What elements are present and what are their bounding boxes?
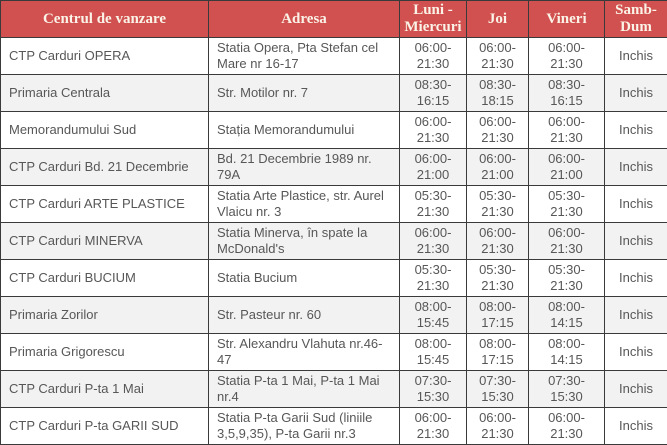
cell-thu: 07:30-15:30 xyxy=(467,371,529,408)
cell-sat_sun: Inchis xyxy=(605,38,667,75)
cell-address: Stația Memorandumului xyxy=(209,112,400,149)
cell-mon_wed: 06:00-21:00 xyxy=(400,149,467,186)
cell-fri: 06:00-21:30 xyxy=(529,38,605,75)
table-row xyxy=(1,223,667,260)
cell-sat_sun: Inchis xyxy=(605,112,667,149)
cell-address: Str. Pasteur nr. 60 xyxy=(209,297,400,334)
cell-center: CTP Carduri ARTE PLASTICE xyxy=(1,186,209,223)
cell-fri: 05:30-21:30 xyxy=(529,260,605,297)
cell-center: Primaria Grigorescu xyxy=(1,334,209,371)
cell-thu: 06:00-21:30 xyxy=(467,112,529,149)
cell-thu: 06:00-21:30 xyxy=(467,38,529,75)
cell-mon_wed: 08:30-16:15 xyxy=(400,75,467,112)
cell-fri: 06:00-21:30 xyxy=(529,408,605,445)
cell-center: CTP Carduri P-ta GARII SUD xyxy=(1,408,209,445)
cell-mon_wed: 06:00-21:30 xyxy=(400,112,467,149)
cell-fri: 06:00-21:00 xyxy=(529,149,605,186)
cell-sat_sun: Inchis xyxy=(605,371,667,408)
table-row xyxy=(1,371,667,408)
column-header-fri: Vineri xyxy=(529,1,605,38)
cell-mon_wed: 08:00-15:45 xyxy=(400,297,467,334)
table-row xyxy=(1,112,667,149)
cell-sat_sun: Inchis xyxy=(605,149,667,186)
cell-mon_wed: 06:00-21:30 xyxy=(400,38,467,75)
cell-sat_sun: Inchis xyxy=(605,297,667,334)
cell-fri: 08:00-14:15 xyxy=(529,297,605,334)
table-row xyxy=(1,260,667,297)
table-row xyxy=(1,75,667,112)
cell-center: Primaria Centrala xyxy=(1,75,209,112)
cell-fri: 06:00-21:30 xyxy=(529,112,605,149)
table-row xyxy=(1,149,667,186)
cell-thu: 08:00-17:15 xyxy=(467,334,529,371)
cell-center: CTP Carduri BUCIUM xyxy=(1,260,209,297)
table-row xyxy=(1,297,667,334)
cell-address: Str. Motilor nr. 7 xyxy=(209,75,400,112)
cell-sat_sun: Inchis xyxy=(605,334,667,371)
cell-thu: 06:00-21:30 xyxy=(467,223,529,260)
table-body xyxy=(1,38,667,445)
table-row xyxy=(1,38,667,75)
column-header-thu: Joi xyxy=(467,1,529,38)
cell-center: Memorandumului Sud xyxy=(1,112,209,149)
cell-fri: 08:30-16:15 xyxy=(529,75,605,112)
header-row xyxy=(1,1,667,38)
cell-center: Primaria Zorilor xyxy=(1,297,209,334)
cell-center: CTP Carduri MINERVA xyxy=(1,223,209,260)
table-row xyxy=(1,334,667,371)
cell-mon_wed: 06:00-21:30 xyxy=(400,223,467,260)
cell-address: Statia P-ta Garii Sud (liniile 3,5,9,35), P-ta Garii nr.3 xyxy=(209,408,400,445)
column-header-sat_sun: Samb-Dum xyxy=(605,1,667,38)
cell-sat_sun: Inchis xyxy=(605,408,667,445)
cell-center: CTP Carduri P-ta 1 Mai xyxy=(1,371,209,408)
cell-sat_sun: Inchis xyxy=(605,75,667,112)
cell-thu: 05:30-21:30 xyxy=(467,260,529,297)
cell-address: Str. Alexandru Vlahuta nr.46-47 xyxy=(209,334,400,371)
cell-address: Statia Opera, Pta Stefan cel Mare nr 16-17 xyxy=(209,38,400,75)
column-header-center: Centrul de vanzare xyxy=(1,1,209,38)
cell-fri: 05:30-21:30 xyxy=(529,186,605,223)
cell-mon_wed: 05:30-21:30 xyxy=(400,260,467,297)
cell-address: Statia Arte Plastice, str. Aurel Vlaicu nr. 3 xyxy=(209,186,400,223)
cell-thu: 08:00-17:15 xyxy=(467,297,529,334)
cell-fri: 06:00-21:30 xyxy=(529,223,605,260)
cell-thu: 06:00-21:30 xyxy=(467,408,529,445)
cell-address: Statia Minerva, în spate la McDonald's xyxy=(209,223,400,260)
cell-mon_wed: 07:30-15:30 xyxy=(400,371,467,408)
cell-mon_wed: 06:00-21:30 xyxy=(400,408,467,445)
cell-fri: 07:30-15:30 xyxy=(529,371,605,408)
cell-address: Statia Bucium xyxy=(209,260,400,297)
cell-sat_sun: Inchis xyxy=(605,223,667,260)
column-header-address: Adresa xyxy=(209,1,400,38)
cell-thu: 05:30-21:30 xyxy=(467,186,529,223)
cell-address: Bd. 21 Decembrie 1989 nr. 79A xyxy=(209,149,400,186)
column-header-mon_wed: Luni - Miercuri xyxy=(400,1,467,38)
cell-sat_sun: Inchis xyxy=(605,260,667,297)
cell-mon_wed: 08:00-15:45 xyxy=(400,334,467,371)
cell-center: CTP Carduri OPERA xyxy=(1,38,209,75)
cell-address: Statia P-ta 1 Mai, P-ta 1 Mai nr.4 xyxy=(209,371,400,408)
table-row xyxy=(1,408,667,445)
cell-sat_sun: Inchis xyxy=(605,186,667,223)
cell-thu: 06:00-21:00 xyxy=(467,149,529,186)
cell-thu: 08:30-18:15 xyxy=(467,75,529,112)
cell-mon_wed: 05:30-21:30 xyxy=(400,186,467,223)
table-header xyxy=(1,1,667,38)
table-row xyxy=(1,186,667,223)
cell-center: CTP Carduri Bd. 21 Decembrie xyxy=(1,149,209,186)
cell-fri: 08:00-14:15 xyxy=(529,334,605,371)
